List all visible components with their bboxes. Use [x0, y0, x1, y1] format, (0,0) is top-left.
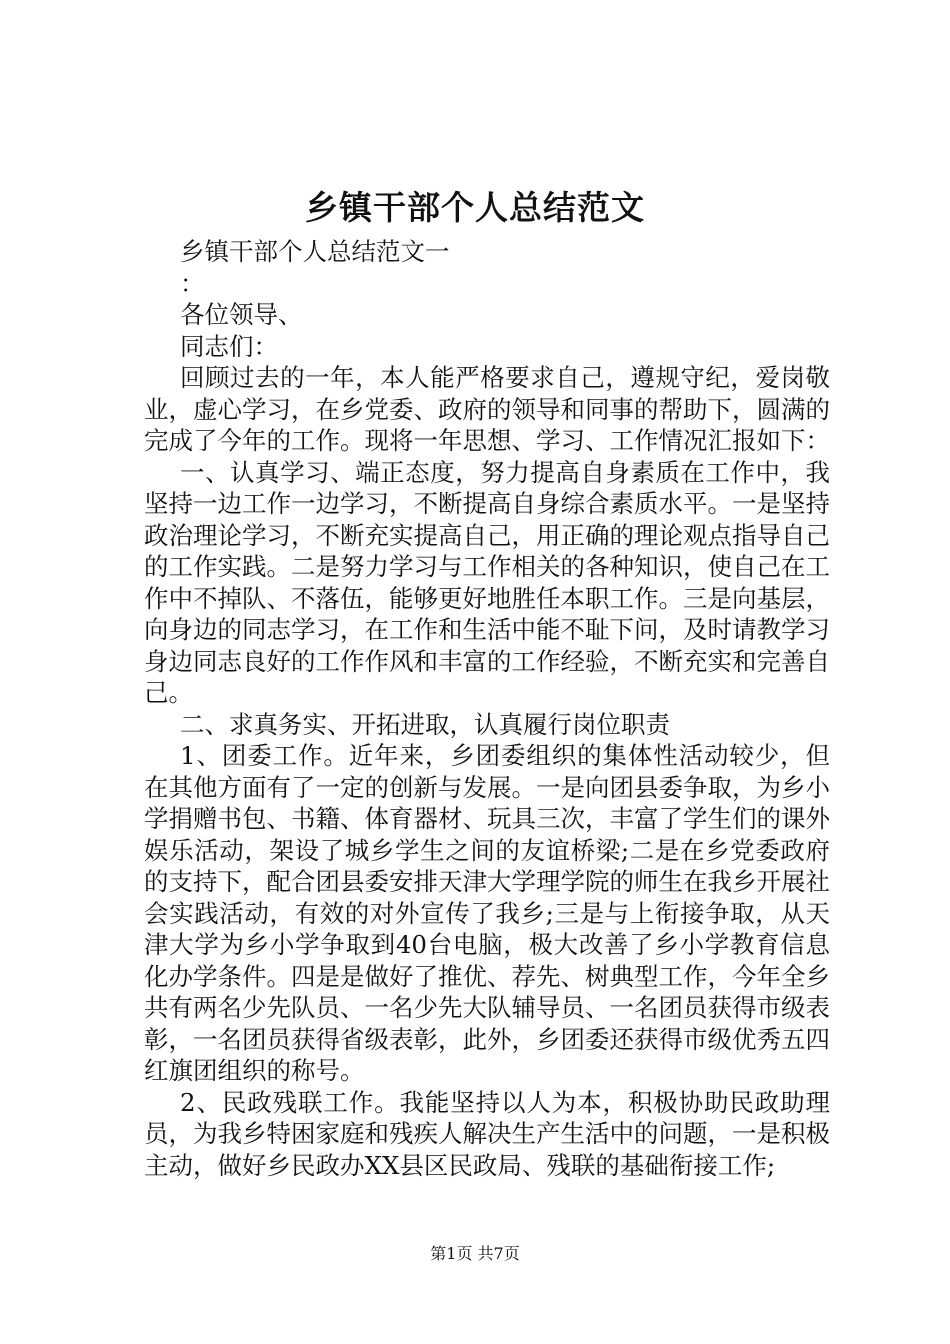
section-two-heading: 二、求真务实、开拓进取，认真履行岗位职责 — [180, 709, 670, 739]
subtitle-paragraph: 乡镇干部个人总结范文一 — [180, 237, 450, 266]
colon-line: ： — [180, 268, 205, 298]
document-body — [144, 236, 830, 1181]
salutation-comrades: 同志们： — [180, 331, 278, 361]
civil-affairs-paragraph: 2、民政残联工作。我能坚持以人为本，积极协助民政助理员，为我乡特困家庭和残疾人解决生产生活中的问题，一是积极主动，做好乡民政办XX县区民政局、残联的基础衔接工作; — [144, 1087, 830, 1180]
league-work-paragraph: 1、团委工作。近年来，乡团委组织的集体性活动较少，但在其他方面有了一定的创新与发展。一是向团县委争取，为乡小学捐赠书包、书籍、体育器材、玩具三次，丰富了学生们的课外娱乐活动，架设了城乡学生之间的友谊桥梁;二是在乡党委政府的支持下，配合团县委安排天津大学理学院的师生在我乡开展社会实践活动，有效的对外宣传了我乡;三是与上衔接争取，从天津大学为乡小学争取到40台电脑，极大改善了乡小学教育信息化办学条件。四是是做好了推优、荐先、树典型工作，今年全乡共有两名少先队员、一名少先大队辅导员、一名团员获得市级表彰，一名团员获得省级表彰，此外，乡团委还获得市级优秀五四红旗团组织的称号。 — [144, 741, 830, 1085]
intro-paragraph: 回顾过去的一年，本人能严格要求自己，遵规守纪，爱岗敬业，虚心学习，在乡党委、政府的领导和同事的帮助下，圆满的完成了今年的工作。现将一年思想、学习、工作情况汇报如下： — [144, 363, 830, 455]
section-one-paragraph: 一、认真学习、端正态度，努力提高自身素质在工作中，我坚持一边工作一边学习，不断提高自身综合素质水平。一是坚持政治理论学习，不断充实提高自己，用正确的理论观点指导自己的工作实践。二是努力学习与工作相关的各种知识，使自己在工作中不掉队、不落伍，能够更好地胜任本职工作。三是向基层，向身边的同志学习，在工作和生活中能不耻下问，及时请教学习身边同志良好的工作作风和丰富的工作经验，不断充实和完善自己。 — [144, 457, 830, 707]
page-number-footer: 第1页 共7页 — [430, 1244, 520, 1263]
salutation-leaders: 各位领导、 — [180, 300, 303, 329]
document-title: 乡镇干部个人总结范文 — [305, 188, 645, 227]
